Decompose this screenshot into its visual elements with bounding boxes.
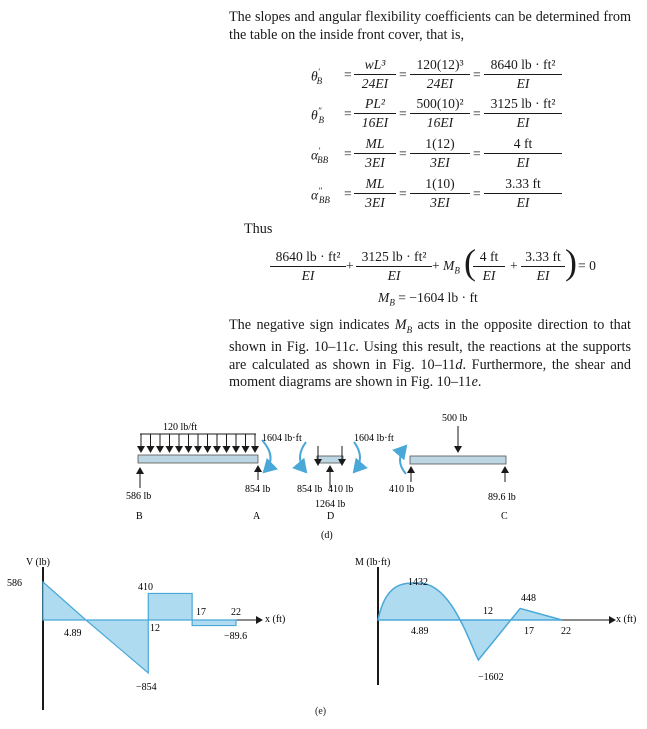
fraction-numeric: $\frac{\text{120(12)³}}{24EI}$	[410, 57, 470, 92]
fraction-result: $\frac{3.33 ft}{EI}$	[484, 176, 562, 211]
equation-lhs: $\theta'_B$	[311, 67, 323, 87]
moment-left-label: 1604 lb·ft	[262, 433, 302, 444]
plus-1: +	[346, 258, 354, 273]
fraction-symbolic: $\frac{ML}{3EI}$	[354, 176, 396, 211]
equals-sign: =	[399, 146, 407, 161]
link-left-label: 854 lb	[297, 484, 323, 495]
fraction-symbolic: $\frac{ML}{3EI}$	[354, 136, 396, 171]
mb-result: $M_B = -1604$ lb · ft	[378, 290, 478, 308]
moment-diagram	[350, 555, 640, 695]
term-3: $\frac{4 ft}{EI}$	[473, 249, 505, 284]
moment-right-arrow	[400, 446, 406, 474]
fraction-symbolic: $\frac{\text{PL²}}{16EI}$	[354, 96, 396, 131]
equals-sign: =	[473, 186, 481, 201]
reaction-c-label: 89.6 lb	[488, 492, 516, 503]
shear-label-17: 17	[196, 607, 206, 618]
intro-paragraph: The slopes and angular flexibility coefficients can be determined from the table on the inside front cover, that is,	[229, 9, 631, 43]
link-d	[317, 456, 343, 463]
caption-e: (e)	[315, 706, 327, 717]
moment-label-17: 17	[524, 626, 534, 637]
support-d-label: D	[327, 511, 335, 522]
left-paren: (	[464, 242, 476, 282]
reaction-b-label: 586 lb	[126, 491, 152, 502]
moment-mid-left-arrow	[300, 442, 306, 472]
link-right-label: 410 lb	[328, 484, 354, 495]
plus-2: +	[432, 258, 440, 273]
shear-label-4-89: 4.89	[64, 628, 82, 639]
moment-right-label: 1604 lb·ft	[354, 433, 394, 444]
moment-mid-right-arrow	[354, 442, 360, 472]
moment-label-448: 448	[521, 593, 536, 604]
moment-left-arrow	[262, 440, 271, 472]
equals-sign: =	[473, 106, 481, 121]
support-a-label: A	[253, 511, 261, 522]
moment-label-22: 22	[561, 626, 571, 637]
equals-sign: =	[344, 106, 352, 121]
equation-lhs: $\alpha'_{BB}$	[311, 146, 329, 166]
reaction-d-label: 1264 lb	[315, 499, 346, 510]
support-c-label: C	[501, 511, 508, 522]
moment-label-12: 12	[483, 606, 493, 617]
shear-diagram	[0, 555, 286, 715]
plus-3: +	[510, 258, 518, 273]
shear-axis-label: V (lb)	[26, 557, 50, 568]
equals-sign: =	[473, 67, 481, 82]
equals-sign: =	[473, 146, 481, 161]
equals-sign: =	[399, 106, 407, 121]
term-2: $\frac{\text{3125 lb · ft²}}{EI}$	[356, 249, 432, 284]
shear-label-neg-854: −854	[136, 682, 157, 693]
fraction-numeric: $\frac{\text{500(10)²}}{16EI}$	[410, 96, 470, 131]
shear-label-410: 410	[138, 582, 153, 593]
reaction-a-label: 854 lb	[245, 484, 271, 495]
moment-label-neg-1602: −1602	[478, 672, 504, 683]
term-1: $\frac{\text{8640 lb · ft²}}{EI}$	[270, 249, 346, 284]
conclusion-paragraph: The negative sign indicates $M_B$ acts in the opposite direction to that shown in Fig. 10–11c. Using this result, the reactions at the supports are calculated as shown in Fig. 10–11d. Furthermore, the shear and moment diagrams are shown in Fig. 10–11e.	[229, 317, 631, 391]
equals-sign: =	[344, 146, 352, 161]
beam-right	[410, 456, 506, 464]
equals-sign: =	[344, 186, 352, 201]
moment-label-4-89: 4.89	[411, 626, 429, 637]
mb-symbol: $M_B$	[443, 258, 460, 276]
point-load-label: 500 lb	[442, 413, 468, 424]
moment-x-label: x (ft)	[616, 614, 637, 625]
right-paren: )	[565, 242, 577, 282]
thus-label: Thus	[244, 221, 273, 237]
fraction-result: $\frac{\text{3125 lb · ft²}}{EI}$	[484, 96, 562, 131]
equals-sign: =	[344, 67, 352, 82]
reaction-right-beam-label: 410 lb	[389, 484, 415, 495]
shear-label-22: 22	[231, 607, 241, 618]
equals-sign: =	[399, 186, 407, 201]
equals-zero: = 0	[578, 258, 596, 273]
moment-label-1432: 1432	[408, 577, 428, 588]
moment-axis-label: M (lb·ft)	[355, 557, 391, 568]
support-b-label: B	[136, 511, 143, 522]
fraction-numeric: $\frac{1(12)}{3EI}$	[410, 136, 470, 171]
fraction-result: $\frac{4 ft}{EI}$	[484, 136, 562, 171]
fraction-numeric: $\frac{1(10)}{3EI}$	[410, 176, 470, 211]
equation-lhs: $\alpha''_{BB}$	[311, 186, 330, 206]
dist-load-arrows	[141, 434, 255, 452]
shear-label-neg-89-6: −89.6	[224, 631, 248, 642]
shear-label-586: 586	[7, 578, 22, 589]
equals-sign: =	[399, 67, 407, 82]
shear-x-label: x (ft)	[265, 614, 286, 625]
caption-d: (d)	[321, 530, 333, 541]
fraction-symbolic: $\frac{\text{wL³}}{24EI}$	[354, 57, 396, 92]
shear-label-12: 12	[150, 623, 160, 634]
dist-load-label: 120 lb/ft	[163, 422, 198, 433]
term-4: $\frac{3.33 ft}{EI}$	[521, 249, 565, 284]
beam-left	[138, 455, 258, 463]
equation-lhs: $\theta''_B$	[311, 106, 324, 126]
fraction-result: $\frac{\text{8640 lb · ft²}}{EI}$	[484, 57, 562, 92]
